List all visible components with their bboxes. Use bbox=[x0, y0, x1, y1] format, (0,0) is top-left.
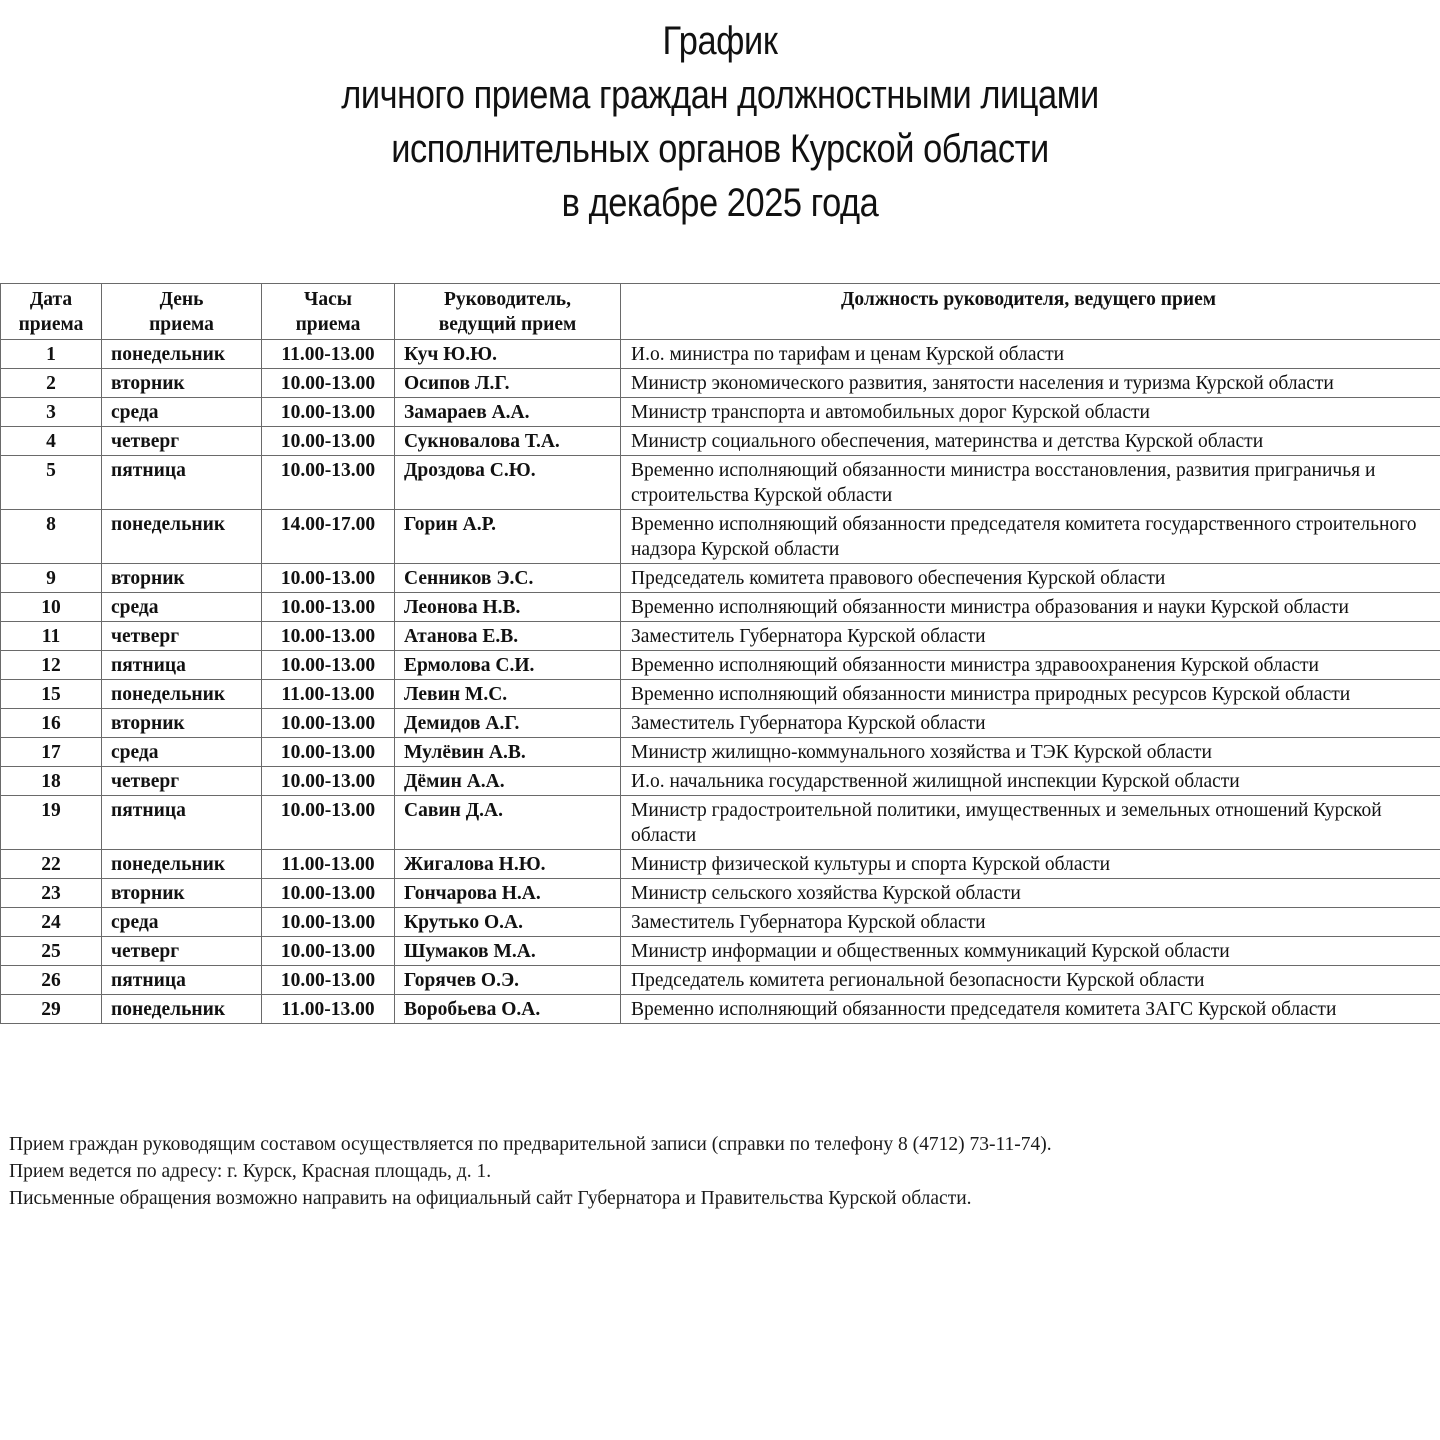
cell-date: 26 bbox=[1, 966, 102, 995]
cell-position: Министр транспорта и автомобильных дорог Курской области bbox=[621, 398, 1440, 427]
header-date bbox=[1, 284, 102, 340]
cell-position: Министр сельского хозяйства Курской области bbox=[621, 879, 1440, 908]
cell-head: Левин М.С. bbox=[395, 680, 621, 709]
cell-head: Жигалова Н.Ю. bbox=[395, 850, 621, 879]
cell-head: Воробьева О.А. bbox=[395, 995, 621, 1024]
cell-day: четверг bbox=[102, 767, 262, 796]
cell-day: понедельник bbox=[102, 510, 262, 564]
cell-position: Временно исполняющий обязанности министра природных ресурсов Курской области bbox=[621, 680, 1440, 709]
table-row bbox=[1, 340, 1440, 369]
cell-head: Горячев О.Э. bbox=[395, 966, 621, 995]
cell-hours: 14.00-17.00 bbox=[262, 510, 395, 564]
cell-head: Шумаков М.А. bbox=[395, 937, 621, 966]
cell-head: Демидов А.Г. bbox=[395, 709, 621, 738]
cell-position: Председатель комитета правового обеспечения Курской области bbox=[621, 564, 1440, 593]
cell-day: пятница bbox=[102, 651, 262, 680]
cell-date: 15 bbox=[1, 680, 102, 709]
cell-hours: 10.00-13.00 bbox=[262, 709, 395, 738]
cell-hours: 10.00-13.00 bbox=[262, 369, 395, 398]
header-day-line-1: День bbox=[159, 289, 204, 310]
cell-hours: 10.00-13.00 bbox=[262, 622, 395, 651]
cell-hours: 10.00-13.00 bbox=[262, 456, 395, 510]
cell-day: вторник bbox=[102, 369, 262, 398]
cell-position: Заместитель Губернатора Курской области bbox=[621, 622, 1440, 651]
cell-head: Дроздова С.Ю. bbox=[395, 456, 621, 510]
note-address: Прием ведется по адресу: г. Курск, Красная площадь, д. 1. bbox=[9, 1161, 492, 1182]
cell-position: Временно исполняющий обязанности председателя комитета ЗАГС Курской области bbox=[621, 995, 1440, 1024]
header-head-line-1: Руководитель, bbox=[444, 289, 571, 310]
cell-date: 22 bbox=[1, 850, 102, 879]
cell-day: понедельник bbox=[102, 995, 262, 1024]
cell-position: Министр физической культуры и спорта Курской области bbox=[621, 850, 1440, 879]
schedule-table bbox=[0, 283, 1440, 1024]
cell-date: 23 bbox=[1, 879, 102, 908]
cell-head: Куч Ю.Ю. bbox=[395, 340, 621, 369]
cell-day: среда bbox=[102, 738, 262, 767]
cell-day: среда bbox=[102, 908, 262, 937]
cell-head: Гончарова Н.А. bbox=[395, 879, 621, 908]
cell-date: 17 bbox=[1, 738, 102, 767]
cell-day: вторник bbox=[102, 879, 262, 908]
header-position: Должность руководителя, ведущего прием bbox=[621, 284, 1440, 340]
table-row bbox=[1, 398, 1440, 427]
cell-head: Сенников Э.С. bbox=[395, 564, 621, 593]
cell-head: Замараев А.А. bbox=[395, 398, 621, 427]
cell-hours: 10.00-13.00 bbox=[262, 908, 395, 937]
cell-head: Сукновалова Т.А. bbox=[395, 427, 621, 456]
title-line-4: в декабре 2025 года bbox=[561, 181, 879, 225]
header-date-line-1: Дата bbox=[29, 289, 73, 310]
table-row bbox=[1, 738, 1440, 767]
header-date-line-2: приема bbox=[18, 314, 84, 335]
header-day-line-2: приема bbox=[149, 314, 214, 335]
cell-date: 29 bbox=[1, 995, 102, 1024]
table-row bbox=[1, 622, 1440, 651]
cell-head: Мулёвин А.В. bbox=[395, 738, 621, 767]
cell-day: среда bbox=[102, 398, 262, 427]
cell-head: Осипов Л.Г. bbox=[395, 369, 621, 398]
header-day bbox=[102, 284, 262, 340]
cell-day: среда bbox=[102, 593, 262, 622]
table-row bbox=[1, 995, 1440, 1024]
table-row bbox=[1, 966, 1440, 995]
cell-date: 12 bbox=[1, 651, 102, 680]
table-row bbox=[1, 767, 1440, 796]
cell-day: пятница bbox=[102, 966, 262, 995]
cell-head: Атанова Е.В. bbox=[395, 622, 621, 651]
cell-position: И.о. начальника государственной жилищной инспекции Курской области bbox=[621, 767, 1440, 796]
header-hours-line-2: приема bbox=[295, 314, 361, 335]
cell-day: четверг bbox=[102, 937, 262, 966]
schedule-body bbox=[1, 340, 1440, 1024]
note-written-appeals: Письменные обращения возможно направить на официальный сайт Губернатора и Правительства Курской области. bbox=[9, 1188, 972, 1209]
table-row bbox=[1, 709, 1440, 738]
cell-head: Крутько О.А. bbox=[395, 908, 621, 937]
cell-day: вторник bbox=[102, 564, 262, 593]
header-head bbox=[395, 284, 621, 340]
cell-position: Министр жилищно-коммунального хозяйства и ТЭК Курской области bbox=[621, 738, 1440, 767]
cell-day: четверг bbox=[102, 622, 262, 651]
cell-date: 10 bbox=[1, 593, 102, 622]
cell-hours: 10.00-13.00 bbox=[262, 427, 395, 456]
header-hours-line-1: Часы bbox=[304, 289, 352, 310]
title-line-3: исполнительных органов Курской области bbox=[391, 127, 1049, 171]
cell-date: 16 bbox=[1, 709, 102, 738]
cell-date: 25 bbox=[1, 937, 102, 966]
cell-hours: 10.00-13.00 bbox=[262, 593, 395, 622]
cell-hours: 10.00-13.00 bbox=[262, 767, 395, 796]
title-line-2: личного приема граждан должностными лицами bbox=[341, 73, 1099, 117]
table-row bbox=[1, 937, 1440, 966]
cell-hours: 10.00-13.00 bbox=[262, 398, 395, 427]
cell-day: понедельник bbox=[102, 680, 262, 709]
cell-date: 3 bbox=[1, 398, 102, 427]
cell-day: понедельник bbox=[102, 340, 262, 369]
table-row bbox=[1, 879, 1440, 908]
table-row bbox=[1, 680, 1440, 709]
cell-position: Министр экономического развития, занятости населения и туризма Курской области bbox=[621, 369, 1440, 398]
notes bbox=[9, 1131, 1429, 1212]
cell-hours: 10.00-13.00 bbox=[262, 796, 395, 850]
cell-day: понедельник bbox=[102, 850, 262, 879]
cell-position: Временно исполняющий обязанности председателя комитета государственного строительного надзора Курской области bbox=[621, 510, 1440, 564]
cell-hours: 10.00-13.00 bbox=[262, 738, 395, 767]
cell-date: 5 bbox=[1, 456, 102, 510]
table-row bbox=[1, 564, 1440, 593]
cell-position: Министр информации и общественных коммуникаций Курской области bbox=[621, 937, 1440, 966]
cell-head: Горин А.Р. bbox=[395, 510, 621, 564]
cell-date: 18 bbox=[1, 767, 102, 796]
cell-hours: 10.00-13.00 bbox=[262, 966, 395, 995]
cell-date: 24 bbox=[1, 908, 102, 937]
cell-date: 4 bbox=[1, 427, 102, 456]
cell-day: пятница bbox=[102, 456, 262, 510]
cell-hours: 10.00-13.00 bbox=[262, 879, 395, 908]
cell-date: 1 bbox=[1, 340, 102, 369]
cell-head: Леонова Н.В. bbox=[395, 593, 621, 622]
cell-position: И.о. министра по тарифам и ценам Курской области bbox=[621, 340, 1440, 369]
table-row bbox=[1, 796, 1440, 850]
cell-position: Заместитель Губернатора Курской области bbox=[621, 908, 1440, 937]
cell-hours: 11.00-13.00 bbox=[262, 995, 395, 1024]
table-row bbox=[1, 427, 1440, 456]
cell-position: Временно исполняющий обязанности министра образования и науки Курской области bbox=[621, 593, 1440, 622]
title-line-1: График bbox=[662, 19, 778, 63]
table-row bbox=[1, 593, 1440, 622]
table-row bbox=[1, 908, 1440, 937]
cell-date: 11 bbox=[1, 622, 102, 651]
cell-hours: 11.00-13.00 bbox=[262, 680, 395, 709]
cell-head: Савин Д.А. bbox=[395, 796, 621, 850]
cell-position: Заместитель Губернатора Курской области bbox=[621, 709, 1440, 738]
cell-day: вторник bbox=[102, 709, 262, 738]
cell-hours: 10.00-13.00 bbox=[262, 651, 395, 680]
table-row bbox=[1, 456, 1440, 510]
table-row bbox=[1, 510, 1440, 564]
cell-hours: 11.00-13.00 bbox=[262, 340, 395, 369]
header-head-line-2: ведущий прием bbox=[438, 314, 577, 335]
cell-position: Временно исполняющий обязанности министра восстановления, развития приграничья и строительства Курской области bbox=[621, 456, 1440, 510]
table-header-row bbox=[1, 284, 1440, 340]
table-row bbox=[1, 651, 1440, 680]
table-row bbox=[1, 850, 1440, 879]
cell-date: 19 bbox=[1, 796, 102, 850]
cell-date: 8 bbox=[1, 510, 102, 564]
cell-position: Министр градостроительной политики, имущественных и земельных отношений Курской области bbox=[621, 796, 1440, 850]
cell-position: Председатель комитета региональной безопасности Курской области bbox=[621, 966, 1440, 995]
cell-hours: 10.00-13.00 bbox=[262, 937, 395, 966]
cell-day: четверг bbox=[102, 427, 262, 456]
note-appointment: Прием граждан руководящим составом осуществляется по предварительной записи (справки по телефону 8 (4712) 73-11-74). bbox=[9, 1134, 1052, 1155]
cell-hours: 11.00-13.00 bbox=[262, 850, 395, 879]
header-hours bbox=[262, 284, 395, 340]
cell-date: 2 bbox=[1, 369, 102, 398]
table-row bbox=[1, 369, 1440, 398]
cell-day: пятница bbox=[102, 796, 262, 850]
cell-position: Министр социального обеспечения, материнства и детства Курской области bbox=[621, 427, 1440, 456]
cell-date: 9 bbox=[1, 564, 102, 593]
cell-hours: 10.00-13.00 bbox=[262, 564, 395, 593]
cell-position: Временно исполняющий обязанности министра здравоохранения Курской области bbox=[621, 651, 1440, 680]
page-title bbox=[101, 14, 1339, 230]
cell-head: Дёмин А.А. bbox=[395, 767, 621, 796]
cell-head: Ермолова С.И. bbox=[395, 651, 621, 680]
